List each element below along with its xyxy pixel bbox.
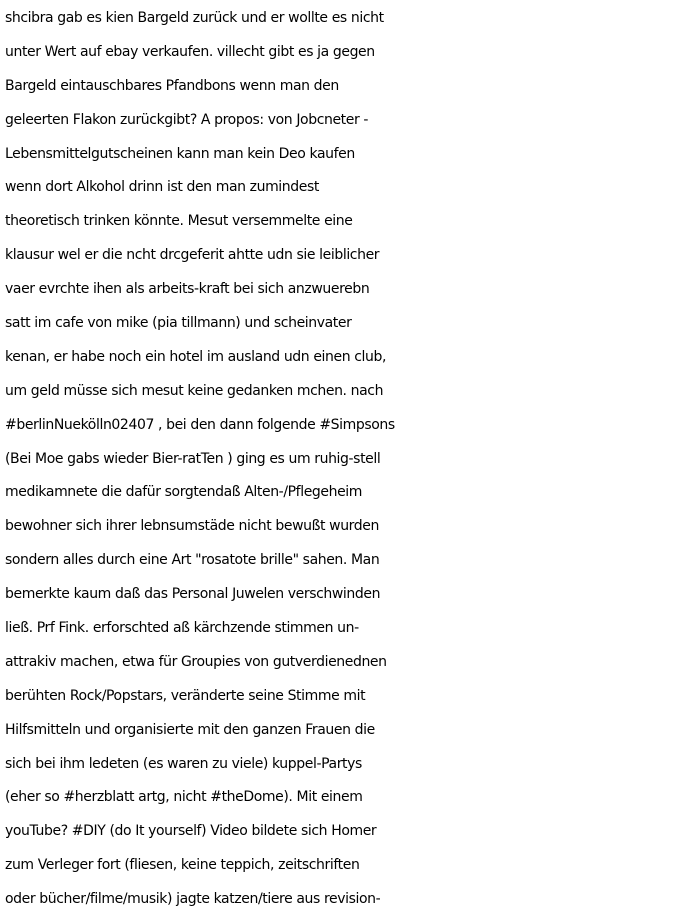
text-line: theoretisch trinken könnte. Mesut versemmelte eine [5, 213, 353, 230]
text-line: Bargeld eintauschbares Pfandbons wenn man den [5, 77, 339, 94]
text-line: (eher so #herzblatt artg, nicht #theDome). Mit einem [5, 789, 363, 806]
text-line: (Bei Moe gabs wieder Bier-ratTen ) ging es um ruhig-stell [5, 450, 381, 467]
text-line: Lebensmittelgutscheinen kann man kein Deo kaufen [5, 145, 355, 162]
text-line: Hilfsmitteln und organisierte mit den ganzen Frauen die [5, 721, 375, 738]
text-line: berühten Rock/Popstars, veränderte seine Stimme mit [5, 687, 366, 704]
text-line: #berlinNuekölln02407 , bei den dann folgende #Simpsons [5, 416, 395, 433]
text-line: shcibra gab es kien Bargeld zurück und er wollte es nicht [5, 10, 384, 26]
text-line: oder bücher/filme/musik) jagte katzen/tiere aus revision- [5, 891, 381, 908]
text-line: zum Verleger fort (fliesen, keine teppich, zeitschriften [5, 857, 360, 874]
text-line: wenn dort Alkohol drinn ist den man zumindest [5, 179, 319, 196]
text-line: ließ. Prf Fink. erforschted aß kärchzende stimmen un- [5, 620, 359, 637]
text-line: bewohner sich ihrer lebnsumstäde nicht bewußt wurden [5, 518, 379, 535]
text-line: bemerkte kaum daß das Personal Juwelen verschwinden [5, 586, 381, 603]
text-line: geleerten Flakon zurückgibt? A propos: von Jobcneter - [5, 111, 369, 128]
text-line: um geld müsse sich mesut keine gedanken mchen. nach [5, 382, 384, 399]
text-line: attrakiv machen, etwa für Groupies von gutverdienednen [5, 653, 387, 670]
text-line: youTube? #DIY (do It yourself) Video bildete sich Homer [5, 823, 377, 840]
document-body [5, 2, 684, 917]
text-line: vaer evrchte ihen als arbeits-kraft bei sich anzwuerebn [5, 281, 370, 298]
text-line: klausur wel er die ncht drcgeferit ahtte udn sie leiblicher [5, 247, 380, 264]
text-line: sich bei ihm ledeten (es waren zu viele) kuppel-Partys [5, 755, 362, 772]
text-line: kenan, er habe noch ein hotel im ausland udn einen club, [5, 348, 387, 365]
text-line: unter Wert auf ebay verkaufen. villecht gibt es ja gegen [5, 43, 375, 60]
text-line: sondern alles durch eine Art "rosatote brille" sahen. Man [5, 552, 380, 569]
text-line: satt im cafe von mike (pia tillmann) und scheinvater [5, 315, 352, 332]
text-line: medikamnete die dafür sorgtendaß Alten-/Pflegeheim [5, 484, 363, 501]
